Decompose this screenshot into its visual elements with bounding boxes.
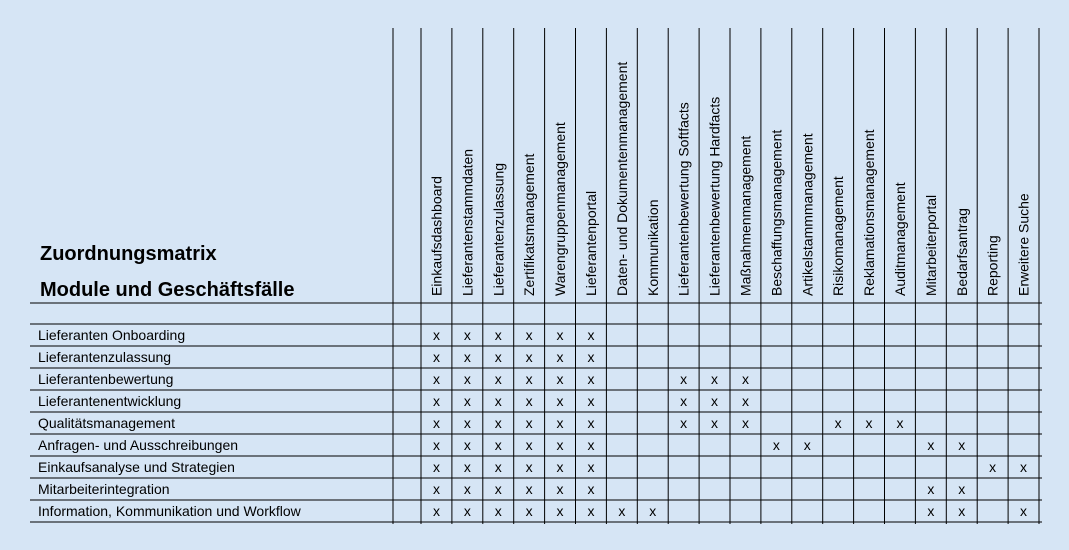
column-header: Erweitere Suche	[1015, 193, 1032, 296]
column-header: Lieferantenportal	[582, 190, 599, 296]
mark-cell: x	[587, 459, 595, 475]
mark-cell: x	[927, 503, 935, 519]
mark-cell: x	[463, 415, 471, 431]
mark-cell: x	[556, 371, 564, 387]
mark-cell: x	[432, 371, 440, 387]
mark-cell: x	[556, 327, 564, 343]
mark-cell: x	[463, 437, 471, 453]
mark-cell: x	[741, 371, 749, 387]
column-header: Lieferantenbewertung Hardfacts	[706, 96, 723, 296]
mark-cell: x	[958, 437, 966, 453]
title-line-2: Module und Geschäftsfälle	[40, 279, 295, 301]
mark-cell: x	[432, 327, 440, 343]
mark-cell: x	[432, 503, 440, 519]
mark-cell: x	[896, 415, 904, 431]
mark-cell: x	[494, 349, 502, 365]
mark-cell: x	[556, 393, 564, 409]
mark-cell: x	[525, 481, 533, 497]
mark-cell: x	[587, 415, 595, 431]
column-header: Daten- und Dokumentenmanagement	[613, 61, 630, 296]
column-header: Auditmanagement	[891, 182, 908, 296]
column-header: Bedarfsantrag	[953, 208, 970, 296]
column-header: Kommunikation	[644, 199, 661, 296]
mark-cell: x	[525, 415, 533, 431]
row-label: Lieferantenentwicklung	[38, 393, 182, 409]
mark-cell: x	[1020, 503, 1028, 519]
row-label: Information, Kommunikation und Workflow	[38, 503, 301, 519]
mark-cell: x	[494, 503, 502, 519]
row-label: Mitarbeiterintegration	[38, 481, 170, 497]
mark-cell: x	[525, 371, 533, 387]
mark-cell: x	[525, 349, 533, 365]
mark-cell: x	[463, 349, 471, 365]
column-header: Maßnahmenmanagement	[737, 135, 754, 296]
column-header: Lieferantenzulassung	[490, 162, 507, 296]
column-header: Mitarbeiterportal	[922, 194, 939, 296]
column-header: Reporting	[984, 235, 1001, 296]
mark-cell: x	[525, 393, 533, 409]
mark-cell: x	[432, 481, 440, 497]
column-header: Lieferantenstammdaten	[459, 148, 476, 296]
mark-cell: x	[711, 415, 719, 431]
mark-cell: x	[587, 503, 595, 519]
column-header: Warengruppenmanagement	[552, 122, 569, 296]
mark-cell: x	[494, 481, 502, 497]
mark-cell: x	[525, 503, 533, 519]
mark-cell: x	[711, 371, 719, 387]
column-header: Risikomanagement	[830, 176, 847, 296]
mark-cell: x	[494, 327, 502, 343]
mark-cell: x	[463, 481, 471, 497]
title-line-1: Zuordnungsmatrix	[40, 243, 217, 265]
mark-cell: x	[680, 393, 688, 409]
mark-cell: x	[741, 393, 749, 409]
mark-cell: x	[680, 371, 688, 387]
mark-cell: x	[618, 503, 626, 519]
mark-cell: x	[587, 393, 595, 409]
mark-cell: x	[525, 459, 533, 475]
mark-cell: x	[587, 481, 595, 497]
mark-cell: x	[649, 503, 657, 519]
mark-cell: x	[680, 415, 688, 431]
mark-cell: x	[494, 371, 502, 387]
column-header: Zertifikatsmanagement	[521, 153, 538, 296]
column-header: Lieferantenbewertung Softfacts	[675, 102, 692, 296]
mark-cell: x	[463, 371, 471, 387]
mark-cell: x	[432, 393, 440, 409]
mark-cell: x	[556, 415, 564, 431]
mark-cell: x	[463, 459, 471, 475]
mark-cell: x	[587, 371, 595, 387]
mark-cell: x	[865, 415, 873, 431]
mark-cell: x	[958, 481, 966, 497]
mark-cell: x	[556, 349, 564, 365]
mark-cell: x	[494, 393, 502, 409]
mark-cell: x	[587, 327, 595, 343]
mark-cell: x	[927, 437, 935, 453]
column-header: Einkaufsdashboard	[428, 176, 445, 296]
mark-cell: x	[494, 415, 502, 431]
row-label: Einkaufsanalyse und Strategien	[38, 459, 235, 475]
row-label: Qualitätsmanagement	[38, 415, 175, 431]
mark-cell: x	[556, 437, 564, 453]
mark-cell: x	[1020, 459, 1028, 475]
mark-cell: x	[432, 459, 440, 475]
mark-cell: x	[587, 437, 595, 453]
mark-cell: x	[587, 349, 595, 365]
mark-cell: x	[463, 393, 471, 409]
mark-cell: x	[463, 503, 471, 519]
mark-cell: x	[556, 481, 564, 497]
mark-cell: x	[432, 415, 440, 431]
row-label: Lieferantenbewertung	[38, 371, 174, 387]
row-label: Anfragen- und Ausschreibungen	[38, 437, 239, 453]
mark-cell: x	[494, 459, 502, 475]
mark-cell: x	[463, 327, 471, 343]
mark-cell: x	[958, 503, 966, 519]
mark-cell: x	[432, 349, 440, 365]
mark-cell: x	[711, 393, 719, 409]
mark-cell: x	[556, 459, 564, 475]
column-header: Reklamationsmanagement	[861, 129, 878, 296]
mark-cell: x	[525, 327, 533, 343]
mark-cell: x	[525, 437, 533, 453]
mark-cell: x	[927, 481, 935, 497]
mark-cell: x	[494, 437, 502, 453]
mark-cell: x	[834, 415, 842, 431]
mark-cell: x	[432, 437, 440, 453]
mark-cell: x	[772, 437, 780, 453]
mark-cell: x	[556, 503, 564, 519]
column-header: Artikelstammmanagement	[799, 133, 816, 296]
mark-cell: x	[803, 437, 811, 453]
row-label: Lieferanten Onboarding	[38, 327, 186, 343]
mark-cell: x	[989, 459, 997, 475]
row-label: Lieferantenzulassung	[38, 349, 172, 365]
column-header: Beschaffungsmanagement	[768, 129, 785, 296]
mark-cell: x	[741, 415, 749, 431]
